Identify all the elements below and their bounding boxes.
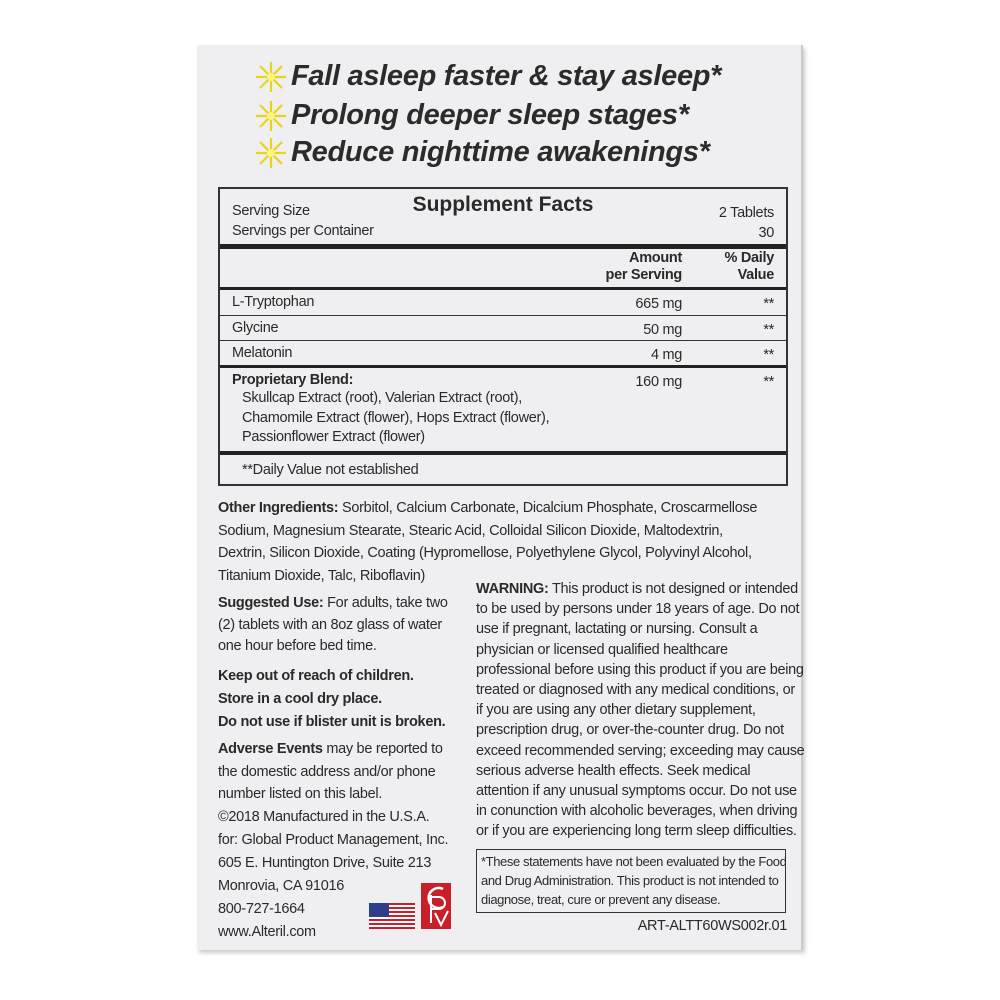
- art-code: ART-ALTT60WS002r.01: [637, 918, 787, 934]
- divider: [220, 365, 786, 368]
- warning-text: WARNING: This product is not designed or intended to be used by persons under 18 years of age. Do not use if pregnant, lactating or nursing. Consult a physician or licensed qualified healthcare professional before using this product if you are being treated or diagnosed with any medical conditions, or if you are using any other dietary supplement, prescription drug, or over-the-counter drug. Do not exceed recommended serving; exceeding may cause serious adverse health effects. Seek medical attention if any unusual symptoms occur. Do not use in conunction with alcoholic beverages, when driving or if you are experiencing long term sleep difficulties.: [476, 581, 805, 840]
- dv-header: % Daily Value: [724, 250, 774, 283]
- cautions: Keep out of reach of children. Store in a cool dry place. Do not use if blister unit is broken.: [218, 668, 446, 730]
- suggested-use: Suggested Use: For adults, take two (2) tablets with an 8oz glass of water one hour before bed time.: [218, 595, 448, 654]
- facts-title: Supplement Facts: [412, 193, 594, 216]
- row-name: L-Tryptophan: [232, 294, 315, 310]
- serving-size-label: Serving Size: [232, 203, 310, 219]
- amount-header: Amount per Serving: [605, 250, 682, 283]
- blend-name: Proprietary Blend:: [232, 372, 354, 388]
- row-dv: **: [763, 296, 774, 312]
- blend-ingredients: Skullcap Extract (root), Valerian Extract (root), Chamomile Extract (flower), Hops Extract (flower), Passionflower Extract (flower): [242, 390, 550, 445]
- other-ingredients: Other Ingredients: Sorbitol, Calcium Carbonate, Dicalcium Phosphate, Croscarmellose Sodium, Magnesium Stearate, Stearic Acid, Colloidal Silicon Dioxide, Maltodextrin, Dextrin, Silicon Dioxide, Coating (Hypromellose, Polyethylene Glycol, Polyvinyl Alcohol, Titanium Dioxide, Talc, Riboflavin): [218, 500, 758, 584]
- divider: [220, 451, 786, 455]
- blend-dv: **: [763, 374, 774, 390]
- row-amount: 50 mg: [643, 322, 682, 338]
- servings-label: Servings per Container: [232, 223, 374, 239]
- supplement-facts-table: [218, 187, 788, 486]
- row-dv: **: [763, 322, 774, 338]
- us-flag-icon: [369, 903, 415, 929]
- star-icon: [255, 100, 287, 132]
- row-name: Glycine: [232, 320, 279, 336]
- blend-amount: 160 mg: [635, 374, 682, 390]
- serving-size: 2 Tablets: [718, 205, 774, 221]
- servings: 30: [758, 225, 774, 241]
- headline-1: Fall asleep faster & stay asleep*: [255, 60, 721, 93]
- fda-disclaimer: *These statements have not been evaluated by the Food and Drug Administration. This product is not intended to diagnose, treat, cure or prevent any disease.: [476, 849, 786, 913]
- cpm-logo: [421, 883, 451, 929]
- website-link: www.Alteril.com: [218, 924, 316, 940]
- star-icon: [255, 137, 287, 169]
- row-amount: 665 mg: [635, 296, 682, 312]
- star-icon: [255, 61, 287, 93]
- manufacturer-info: ©2018 Manufactured in the U.S.A. for: Global Product Management, Inc. 605 E. Huntington Drive, Suite 213 Monrovia, CA 91016 800-727-1664 www.Alteril.com: [218, 806, 448, 944]
- divider: [220, 287, 786, 290]
- adverse-events: Adverse Events may be reported to the domestic address and/or phone number listed on this label.: [218, 741, 443, 802]
- row-name: Melatonin: [232, 345, 293, 361]
- row-amount: 4 mg: [650, 347, 682, 363]
- row-dv: **: [763, 347, 774, 363]
- daily-value-footnote: **Daily Value not established: [242, 462, 419, 478]
- headline-3: Reduce nighttime awakenings*: [255, 136, 710, 169]
- headline-2: Prolong deeper sleep stages*: [255, 99, 689, 132]
- divider: [220, 244, 786, 249]
